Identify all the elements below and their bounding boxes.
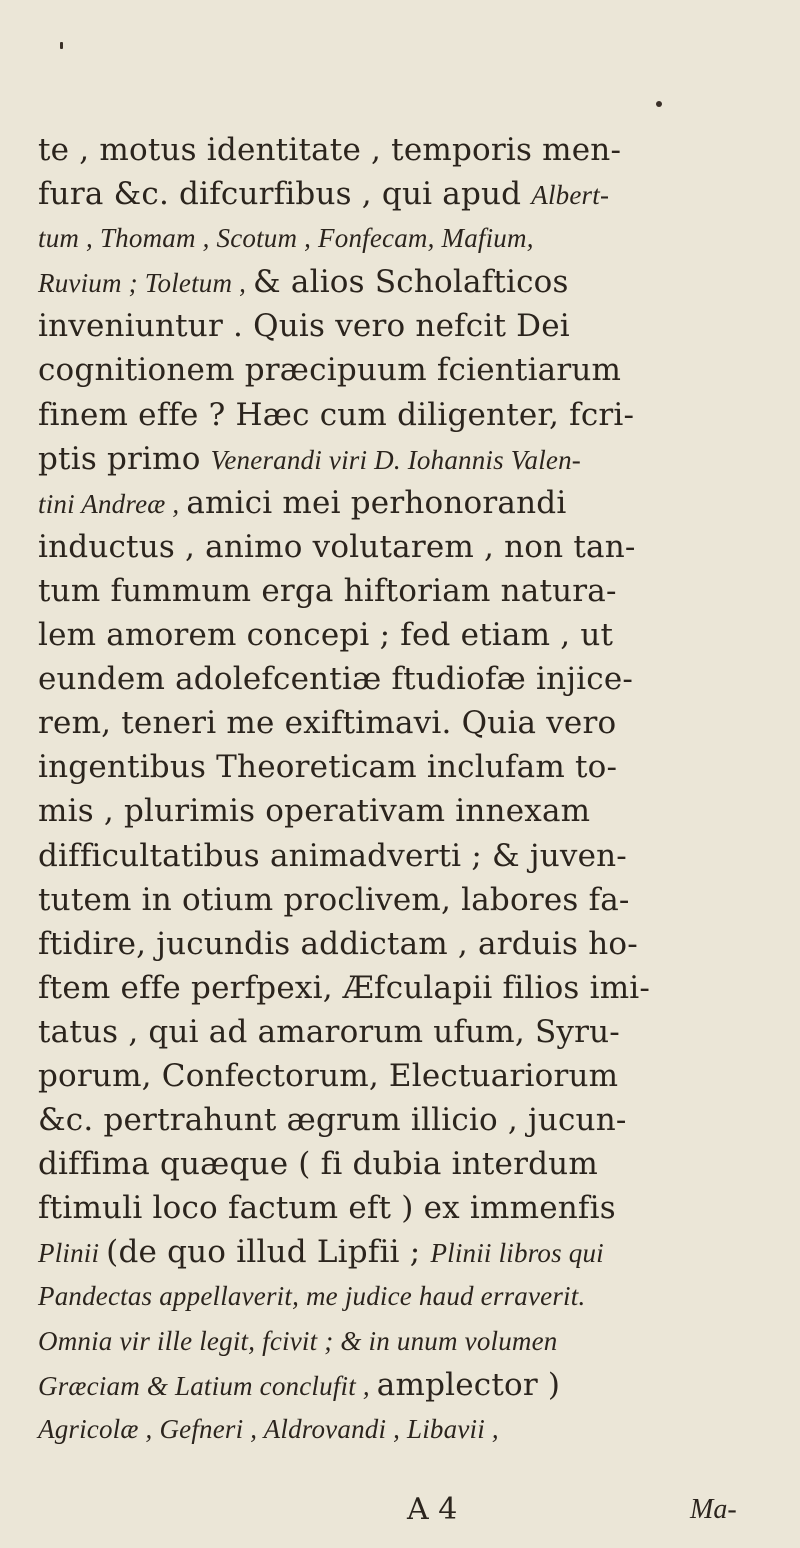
roman-text-run: ftimuli loco factum eft ) ex immenfis [38, 1190, 616, 1227]
roman-text-run: eundem adolefcentiæ ftudiofæ injice- [38, 661, 634, 698]
text-line [38, 701, 776, 745]
text-line [38, 657, 776, 701]
text-line [38, 1010, 776, 1054]
ink-speck [656, 101, 662, 107]
roman-text-run: &c. pertrahunt ægrum illicio , jucun- [38, 1102, 627, 1139]
roman-text-run: inductus , animo volutarem , non tan- [38, 528, 636, 565]
italic-text-run: Agricolæ , Gefneri , Aldrovandi , Libavii , [38, 1413, 499, 1444]
roman-text-run: amplector ) [376, 1366, 561, 1403]
roman-text-run: ptis primo [38, 440, 211, 477]
text-line [38, 128, 776, 172]
text-line [38, 1230, 776, 1274]
italic-text-run: Omnia vir ille legit, fcivit ; & in unum volumen [38, 1325, 558, 1356]
text-line [38, 1054, 776, 1098]
text-line [38, 481, 776, 525]
catchword: Ma- [690, 1494, 737, 1525]
italic-text-run: Plinii [38, 1238, 107, 1269]
text-line [38, 789, 776, 833]
italic-text-run: tini Andreæ , [38, 488, 187, 519]
text-line [38, 393, 776, 437]
roman-text-run: amici mei perhonorandi [186, 484, 567, 521]
text-line [38, 1363, 776, 1407]
roman-text-run: fura &c. difcurfibus , qui apud [38, 176, 532, 213]
text-line [38, 1319, 776, 1363]
text-line [38, 172, 776, 216]
text-line [38, 304, 776, 348]
roman-text-run: te , motus identitate , temporis men- [38, 132, 622, 168]
text-line [38, 1186, 776, 1230]
text-line [38, 569, 776, 613]
text-line [38, 922, 776, 966]
roman-text-run: mis , plurimis operativam innexam [38, 793, 591, 830]
italic-text-run: Venerandi viri D. Iohannis Valen- [210, 444, 581, 475]
text-line [38, 216, 776, 260]
roman-text-run: lem amorem concepi ; fed etiam , ut [38, 617, 614, 654]
roman-text-run: tatus , qui ad amarorum ufum, Syru- [38, 1013, 620, 1050]
text-line [38, 1407, 776, 1451]
italic-text-run: Pandectas appellaverit, me judice haud erraverit. [38, 1281, 586, 1312]
italic-text-run: tum , Thomam , Scotum , Fonfecam, Mafium, [38, 223, 534, 254]
roman-text-run: & alios Scholafticos [253, 264, 569, 301]
text-line [38, 437, 776, 481]
roman-text-run: inveniuntur . Quis vero nefcit Dei [38, 308, 570, 345]
text-line [38, 1098, 776, 1142]
italic-text-run: Ruvium ; Toletum , [38, 268, 254, 299]
text-line [38, 613, 776, 657]
text-line [38, 1274, 776, 1318]
text-line [38, 966, 776, 1010]
roman-text-run: diffima quæque ( fi dubia interdum [38, 1146, 598, 1183]
text-line [38, 834, 776, 878]
text-line [38, 260, 776, 304]
roman-text-run: ingentibus Theoreticam inclufam to- [38, 749, 618, 786]
roman-text-run: (de quo illud Lipfii ; [106, 1234, 431, 1271]
roman-text-run: ftem effe perfpexi, Æfculapii filios imi- [38, 969, 651, 1006]
text-line [38, 525, 776, 569]
roman-text-run: tum fummum erga hiftoriam natura- [38, 572, 617, 609]
roman-text-run: porum, Confectorum, Electuariorum [38, 1057, 619, 1094]
text-line [38, 745, 776, 789]
roman-text-run: difficultatibus animadverti ; & juven- [38, 837, 627, 874]
roman-text-run: ftidire, jucundis addictam , arduis ho- [38, 925, 638, 962]
roman-text-run: cognitionem præcipuum fcientiarum [38, 352, 622, 389]
body-text [38, 128, 776, 1451]
text-line [38, 878, 776, 922]
italic-text-run: Albert- [531, 180, 610, 211]
roman-text-run: tutem in otium proclivem, labores fa- [38, 881, 630, 918]
text-line [38, 1142, 776, 1186]
italic-text-run: Plinii libros qui [430, 1238, 604, 1269]
signature-mark: A 4 [407, 1492, 458, 1527]
roman-text-run: rem, teneri me exiftimavi. Quia vero [38, 705, 617, 742]
text-line [38, 348, 776, 392]
ink-speck [60, 42, 63, 49]
page-footer [0, 1488, 800, 1532]
italic-text-run: Græciam & Latium conclufit , [38, 1370, 377, 1401]
roman-text-run: finem effe ? Hæc cum diligenter, fcri- [38, 396, 635, 433]
